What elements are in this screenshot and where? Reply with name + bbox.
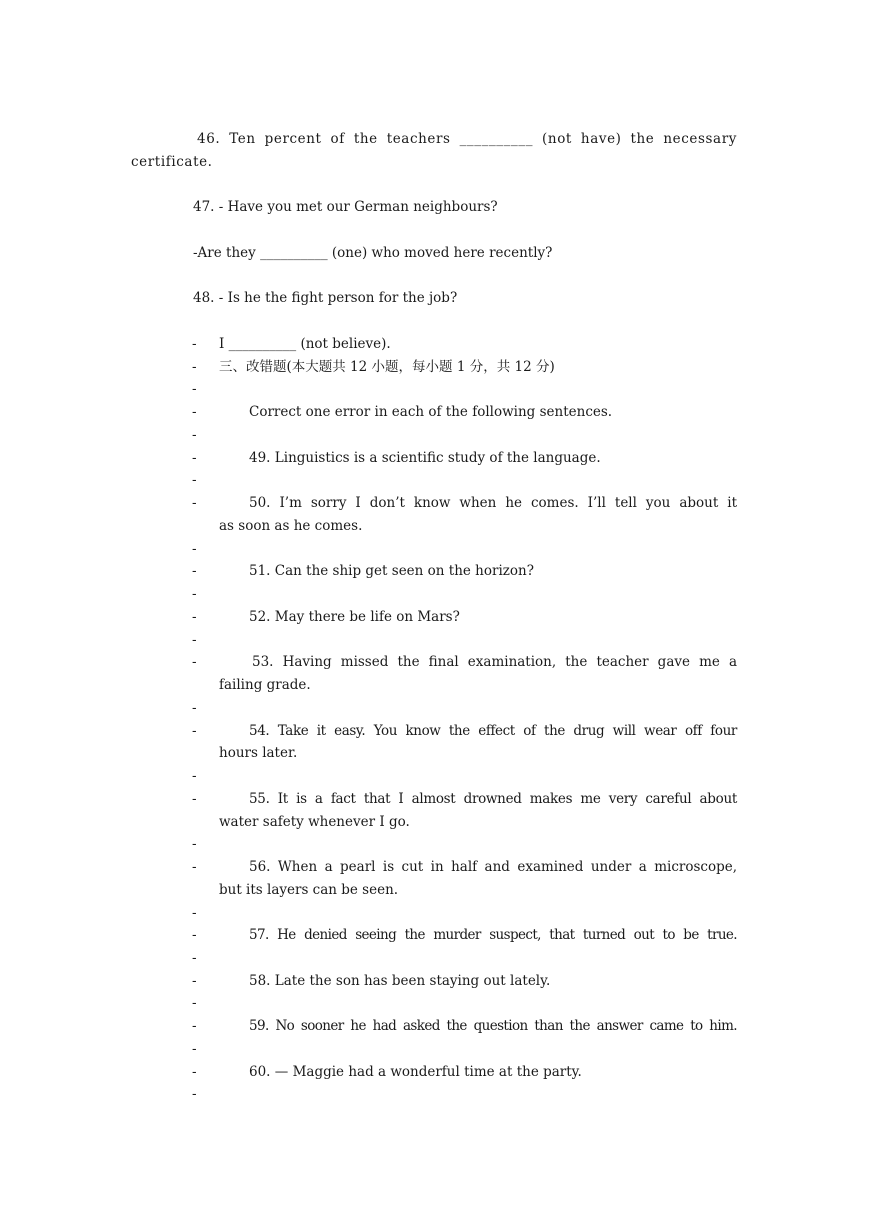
- answer-blank: __________: [228, 336, 297, 352]
- question-number: 54.: [249, 723, 270, 739]
- list-bullet: -: [192, 1086, 197, 1102]
- list-bullet: -: [192, 836, 197, 852]
- question-56: [249, 858, 737, 876]
- answer-blank: __________: [459, 131, 534, 147]
- question-number: 49.: [249, 450, 271, 466]
- list-bullet: -: [192, 336, 197, 352]
- list-bullet: -: [192, 541, 197, 557]
- list-bullet: -: [192, 1041, 197, 1057]
- question-48-prompt: 48. - Is he the fight person for the job?: [193, 290, 458, 306]
- question-53: [252, 653, 737, 671]
- question-number: 55.: [249, 791, 270, 807]
- question-56-continuation: but its layers can be seen.: [219, 882, 399, 898]
- question-50: [249, 494, 737, 512]
- question-46-text-after: (not have) the necessary: [542, 131, 737, 147]
- question-46-text: 46. Ten percent of the teachers: [197, 131, 451, 147]
- list-bullet: -: [192, 563, 197, 579]
- question-48-text-after: (not believe).: [300, 336, 391, 352]
- question-52: [249, 608, 460, 626]
- question-53-continuation: failing grade.: [219, 677, 311, 693]
- question-46-continuation: certificate.: [131, 154, 213, 170]
- question-55-continuation: water safety whenever I go.: [219, 814, 410, 830]
- question-50-continuation: as soon as he comes.: [219, 518, 363, 534]
- question-text: May there be life on Mars?: [274, 609, 460, 625]
- question-54-continuation: hours later.: [219, 745, 298, 761]
- list-bullet: -: [192, 927, 197, 943]
- question-text: No sooner he had asked the question than the answer came to him.: [275, 1018, 737, 1034]
- question-47-text-after: (one) who moved here recently?: [331, 245, 553, 261]
- question-54: [249, 722, 737, 740]
- question-text: Linguistics is a scientific study of the language.: [274, 450, 601, 466]
- list-bullet: -: [192, 1064, 197, 1080]
- question-text: — Maggie had a wonderful time at the party.: [274, 1064, 582, 1080]
- question-48-answer-line: [219, 335, 391, 353]
- question-number: 60.: [249, 1064, 271, 1080]
- question-number: 52.: [249, 609, 271, 625]
- list-bullet: -: [192, 404, 197, 420]
- question-60: [249, 1063, 582, 1081]
- question-59: [249, 1017, 737, 1035]
- list-bullet: -: [192, 995, 197, 1011]
- list-bullet: -: [192, 905, 197, 921]
- list-bullet: -: [192, 427, 197, 443]
- question-text: He denied seeing the murder suspect, that turned out to be true.: [277, 927, 737, 943]
- list-bullet: -: [192, 381, 197, 397]
- list-bullet: -: [192, 973, 197, 989]
- question-number: 53.: [252, 654, 274, 670]
- list-bullet: -: [192, 609, 197, 625]
- list-bullet: -: [192, 950, 197, 966]
- question-text: It is a fact that I almost drowned makes me very careful about: [277, 791, 737, 807]
- question-number: 56.: [249, 859, 271, 875]
- question-51: [249, 562, 534, 580]
- question-text: When a pearl is cut in half and examined under a microscope,: [277, 859, 737, 875]
- question-number: 59.: [249, 1018, 269, 1034]
- question-number: 57.: [249, 927, 269, 943]
- list-bullet: -: [192, 472, 197, 488]
- question-text: I’m sorry I don’t know when he comes. I’ll tell you about it: [279, 495, 737, 511]
- question-text: Can the ship get seen on the horizon?: [274, 563, 534, 579]
- question-47-answer-line: [193, 244, 552, 262]
- question-47-text: -Are they: [193, 245, 256, 261]
- list-bullet: -: [192, 654, 197, 670]
- question-text: Take it easy. You know the effect of the drug will wear off four: [277, 723, 737, 739]
- question-text: Having missed the final examination, the teacher gave me a: [282, 654, 737, 670]
- question-48-text: I: [219, 336, 225, 352]
- list-bullet: -: [192, 791, 197, 807]
- list-bullet: -: [192, 723, 197, 739]
- list-bullet: -: [192, 859, 197, 875]
- section-instruction: Correct one error in each of the following sentences.: [249, 404, 613, 420]
- list-bullet: -: [192, 1018, 197, 1034]
- question-58: [249, 972, 550, 990]
- question-text: Late the son has been staying out lately.: [274, 973, 551, 989]
- question-57: [249, 926, 737, 944]
- question-number: 58.: [249, 973, 271, 989]
- section-heading: 三、改错题(本大题共 12 小题，每小题 1 分，共 12 分): [219, 359, 555, 375]
- question-47-prompt: 47. - Have you met our German neighbours?: [193, 199, 498, 215]
- question-55: [249, 790, 737, 808]
- list-bullet: -: [192, 768, 197, 784]
- list-bullet: -: [192, 359, 197, 375]
- question-46-line: [197, 130, 737, 148]
- answer-blank: __________: [260, 245, 328, 261]
- list-bullet: -: [192, 632, 197, 648]
- list-bullet: -: [192, 450, 197, 466]
- list-bullet: -: [192, 495, 197, 511]
- question-49: [249, 449, 601, 467]
- question-number: 50.: [249, 495, 271, 511]
- list-bullet: -: [192, 700, 197, 716]
- question-number: 51.: [249, 563, 271, 579]
- list-bullet: -: [192, 586, 197, 602]
